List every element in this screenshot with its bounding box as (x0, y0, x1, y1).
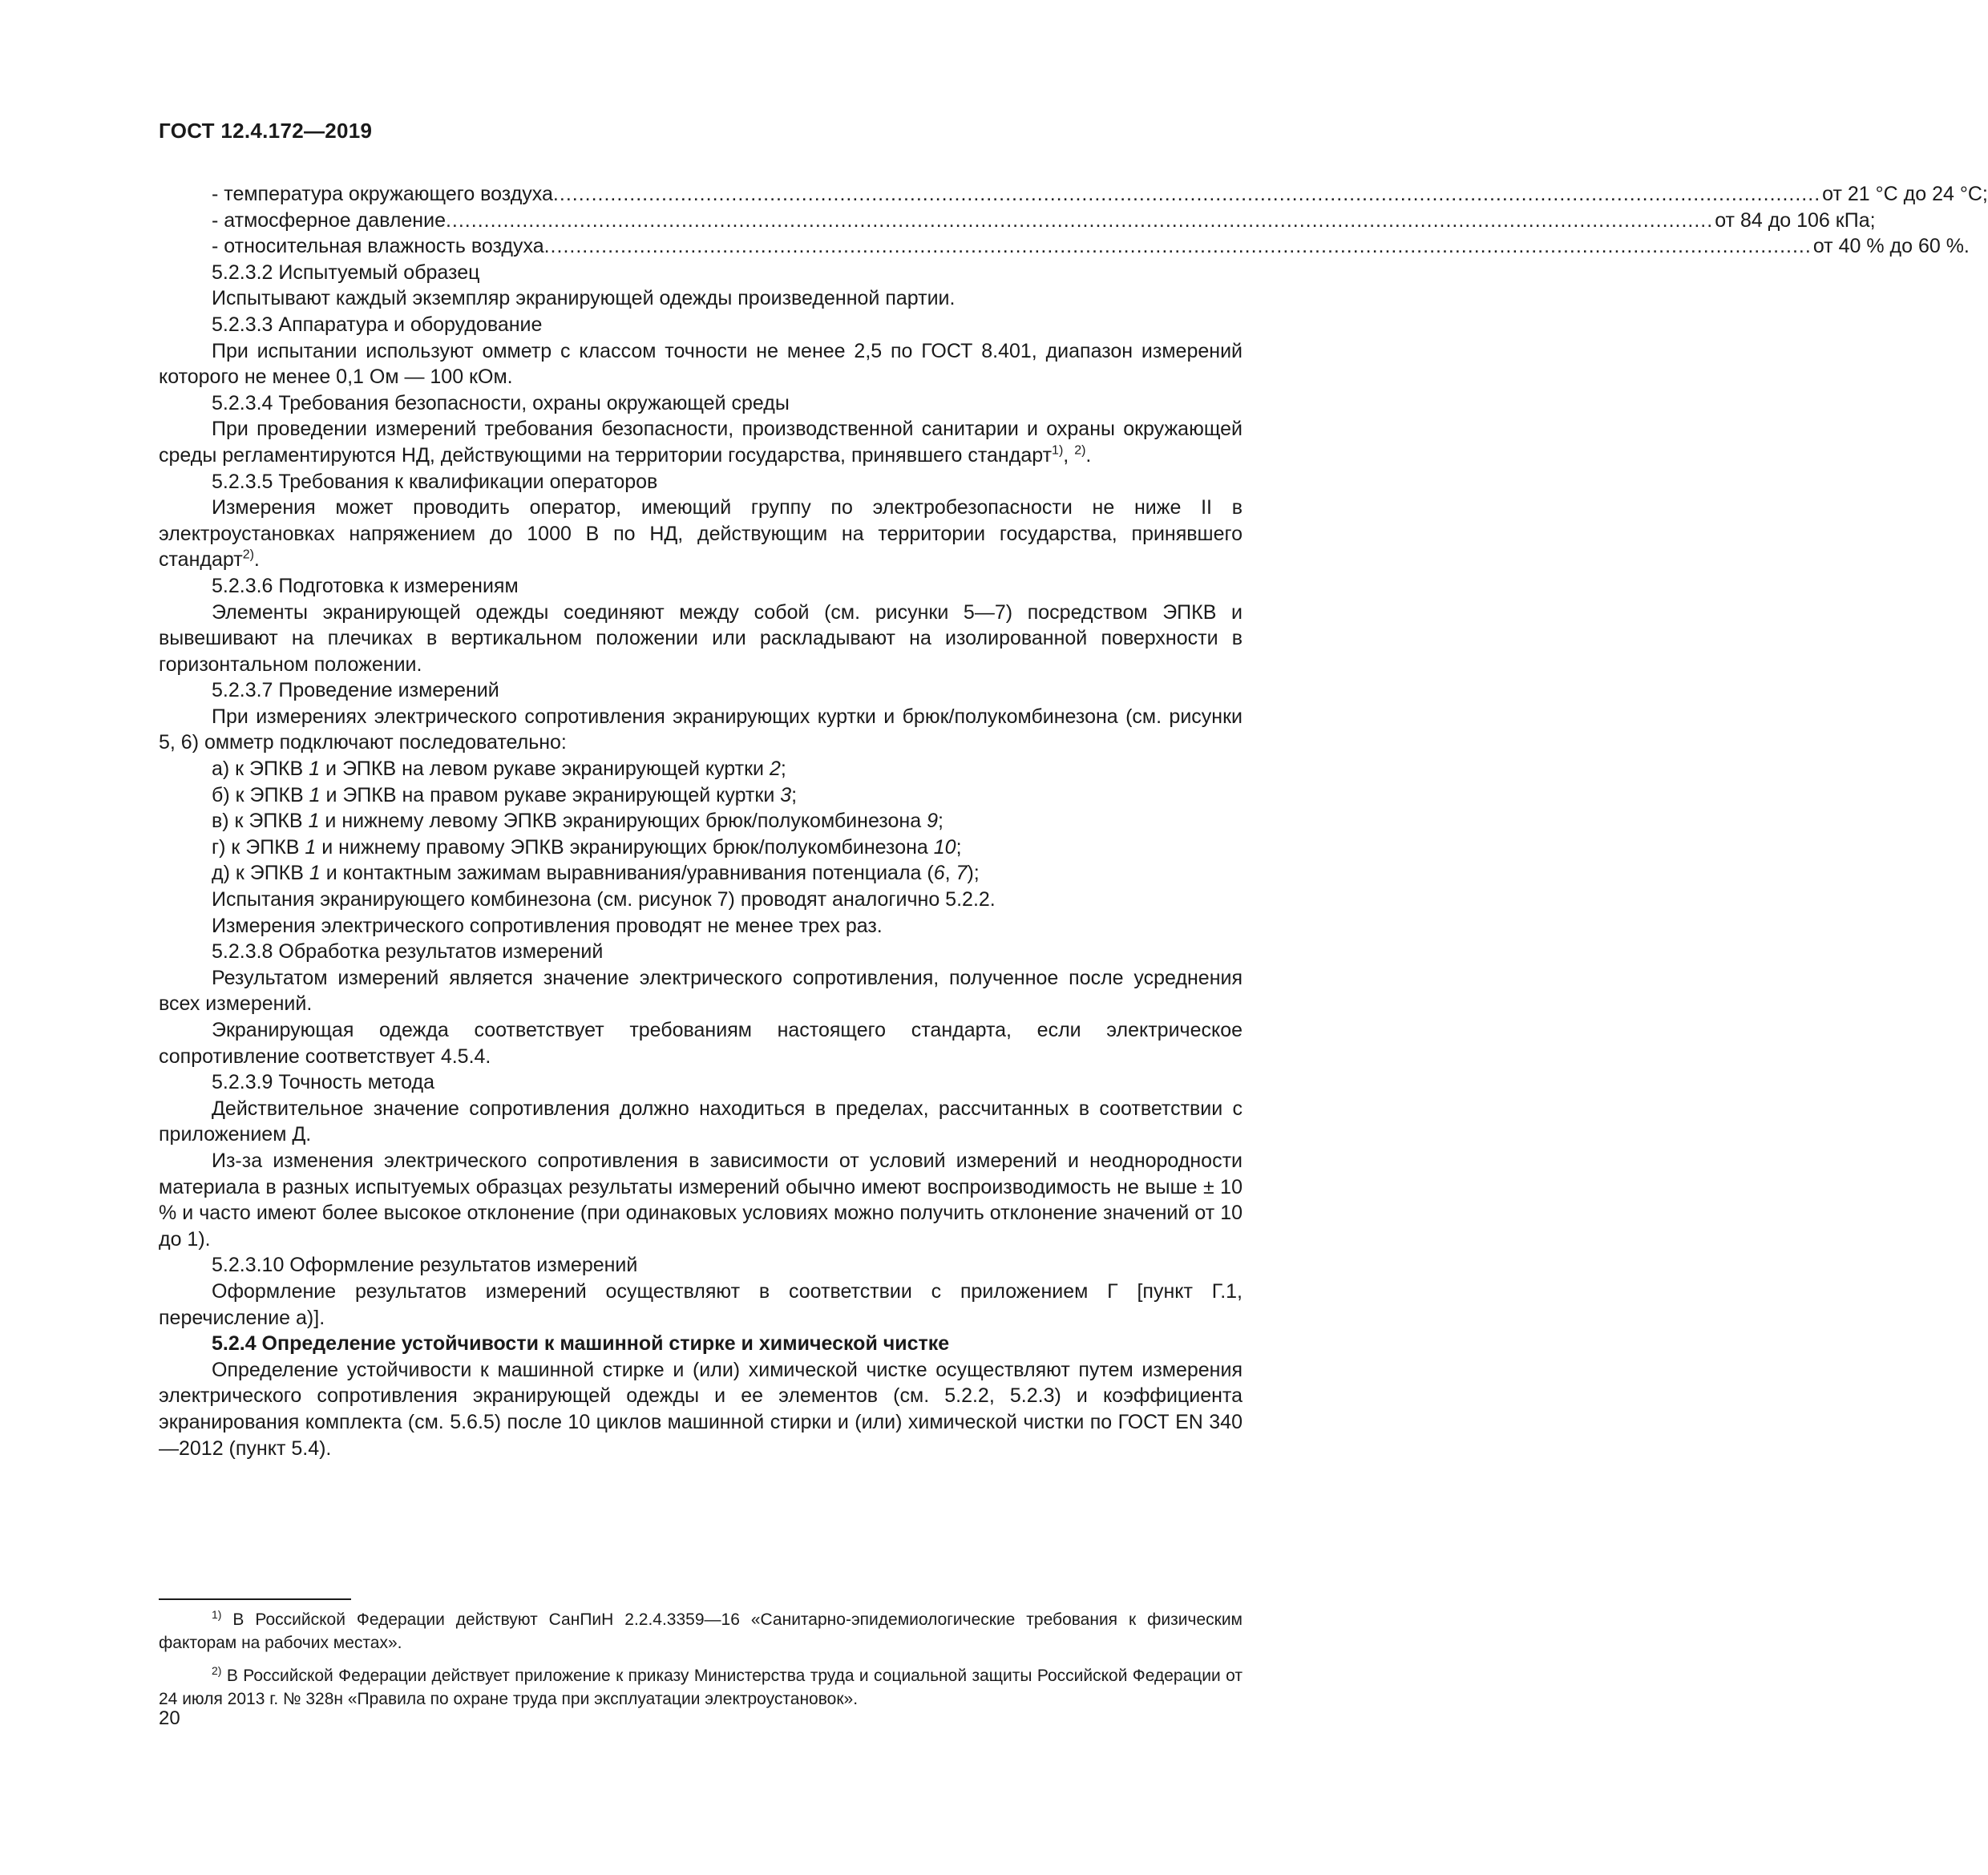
ref-number: 1 (305, 835, 317, 859)
ref-number: 3 (780, 783, 792, 806)
list-item-text: , (944, 862, 956, 885)
list-item-text: ); (967, 862, 980, 885)
section-heading-5-2-4: 5.2.4 Определение устойчивости к машинной стирке и химической чистке (212, 1332, 950, 1356)
list-item-text: д) к ЭПКВ (212, 862, 309, 885)
section-heading-5-2-3-5: 5.2.3.5 Требования к квалификации операторов (212, 470, 658, 493)
ref-number: 9 (927, 810, 938, 833)
paragraph: Испытания экранирующего комбинезона (см. рисунок 7) проводят аналогично 5.2.2. (212, 888, 996, 911)
section-heading-5-2-3-8: 5.2.3.8 Обработка результатов измерений (212, 940, 604, 964)
list-item-text: г) к ЭПКВ (212, 835, 305, 859)
leader-dots: ....................................................................................................................................................................................................... (445, 208, 1714, 232)
footnote-1 (159, 1608, 1242, 1655)
list-item-text: в) к ЭПКВ (212, 810, 309, 833)
footnotes (159, 1608, 1242, 1720)
paragraph (159, 495, 1242, 573)
footnote-mark: 2) (212, 1664, 222, 1677)
section-heading-5-2-3-6: 5.2.3.6 Подготовка к измерениям (212, 574, 519, 597)
list-item-text: и контактным зажимам выравнивания/уравнивания потенциала ( (320, 862, 934, 885)
paragraph-text: При проведении измерений требования безопасности, производственной санитарии и охраны окружающей среды регламентируются НД, действующими на территории государства, принявшего стандарт (159, 418, 1242, 467)
condition-value: от 40 % до 60 %. (1812, 235, 1970, 258)
footnote-divider (159, 1598, 351, 1600)
ref-number: 1 (308, 810, 320, 833)
condition-value: от 84 до 106 кПа; (1715, 208, 1876, 232)
document-code-header: ГОСТ 12.4.172—2019 (159, 119, 373, 143)
list-item (159, 860, 1242, 887)
section-heading-5-2-3-7: 5.2.3.7 Проведение измерений (212, 679, 499, 702)
paragraph: Определение устойчивости к машинной стирке и (или) химической чистке осуществляют путем измерения электрического сопротивления экранирующей одежды и ее элементов (см. 5.2.2, 5.2.3) и коэффициента экранирования комплекта (см. 5.6.5) после 10 циклов машинной стирки и (или) химической чистки по ГОСТ EN 340—2012 (пункт 5.4). (159, 1358, 1242, 1460)
list-item-text: и ЭПКВ на левом рукаве экранирующей куртки (320, 758, 770, 781)
separator: , (1063, 443, 1075, 467)
footnote-text: В Российской Федерации действует приложение к приказу Министерства труда и социальной защиты Российской Федерации от 24 июля 2013 г. № 328н «Правила по охране труда при эксплуатации электроустановок». (159, 1667, 1242, 1708)
paragraph: Из-за изменения электрического сопротивления в зависимости от условий измерений и неоднородности материала в разных испытуемых образцах результаты измерений обычно имеют воспроизводимость не выше ± 10 % и часто имеют более высокое отклонение (при одинаковых условиях можно получить отклонение значений от 10 до 1). (159, 1149, 1242, 1251)
condition-row-humidity (159, 233, 1970, 260)
section-heading-5-2-3-4: 5.2.3.4 Требования безопасности, охраны окружающей среды (212, 391, 790, 414)
condition-label: - температура окружающего воздуха (212, 183, 553, 205)
paragraph-text: Измерения может проводить оператор, имеющий группу по электробезопасности не ниже II в электроустановках напряжением до 1000 В по НД, действующим на территории государства, принявшего стандарт (159, 496, 1242, 572)
list-item-text: и ЭПКВ на правом рукаве экранирующей куртки (320, 783, 781, 806)
footnote-ref: 2) (1074, 443, 1086, 458)
ref-number: 1 (309, 783, 321, 806)
page-content (159, 181, 1988, 1461)
list-item-text: ; (956, 835, 962, 859)
section-heading-5-2-3-3: 5.2.3.3 Аппаратура и оборудование (212, 313, 543, 336)
section-heading-5-2-3-2: 5.2.3.2 Испытуемый образец (212, 261, 480, 284)
ref-number: 10 (933, 835, 956, 859)
list-item-text: и нижнему правому ЭПКВ экранирующих брюк/полукомбинезона (316, 835, 934, 859)
condition-row-pressure (159, 208, 1876, 234)
condition-label: - относительная влажность воздуха (212, 235, 544, 258)
footnote-mark: 1) (212, 1608, 222, 1621)
list-item-text: ; (780, 758, 786, 781)
list-item (159, 834, 1242, 861)
paragraph: Испытывают каждый экземпляр экранирующей одежды произведенной партии. (212, 287, 956, 310)
paragraph: Измерения электрического сопротивления проводят не менее трех раз. (212, 914, 883, 937)
paragraph: Результатом измерений является значение электрического сопротивления, полученное после усреднения всех измерений. (159, 966, 1242, 1016)
condition-row-temperature (159, 181, 1988, 208)
paragraph: При измерениях электрического сопротивления экранирующих куртки и брюк/полукомбинезона (см. рисунки 5, 6) омметр подключают последовательно: (159, 705, 1242, 754)
paragraph: При испытании используют омметр с классом точности не менее 2,5 по ГОСТ 8.401, диапазон измерений которого не менее 0,1 Ом — 100 кОм. (159, 339, 1242, 389)
condition-value: от 21 °С до 24 °С; (1822, 183, 1988, 205)
footnote-ref: 2) (242, 548, 254, 562)
ref-number: 6 (933, 862, 945, 885)
paragraph: Оформление результатов измерений осуществляют в соответствии с приложением Г [пункт Г.1, перечисление а)]. (159, 1279, 1242, 1329)
paragraph-end: . (253, 548, 260, 572)
footnote-2 (159, 1664, 1242, 1711)
paragraph: Экранирующая одежда соответствует требованиям настоящего стандарта, если электрическое сопротивление соответствует 4.5.4. (159, 1019, 1242, 1068)
leader-dots: ....................................................................................................................................................................................................... (552, 183, 1821, 205)
ref-number: 1 (309, 862, 321, 885)
paragraph: Элементы экранирующей одежды соединяют между собой (см. рисунки 5—7) посредством ЭПКВ и вывешивают на плечиках в вертикальном положении или раскладывают на изолированной поверхности в горизонтальном положении. (159, 600, 1242, 676)
list-item-text: и нижнему левому ЭПКВ экранирующих брюк/полукомбинезона (319, 810, 927, 833)
list-item-text: а) к ЭПКВ (212, 758, 309, 781)
page-number: 20 (159, 1707, 180, 1729)
ref-number: 7 (956, 862, 968, 885)
paragraph (159, 416, 1242, 468)
paragraph-end: . (1085, 443, 1092, 467)
condition-label: - атмосферное давление (212, 208, 446, 232)
ref-number: 2 (769, 758, 781, 781)
ref-number: 1 (309, 758, 321, 781)
list-item-text: ; (791, 783, 798, 806)
footnote-text: В Российской Федерации действуют СанПиН 2.2.4.3359—16 «Санитарно-эпидемиологические требования к физическим факторам на рабочих местах». (159, 1610, 1242, 1652)
list-item (159, 782, 1242, 809)
list-item (159, 808, 1242, 834)
footnote-ref: 1) (1052, 443, 1064, 458)
list-item (159, 756, 1242, 782)
leader-dots: ....................................................................................................................................................................................................... (543, 235, 1812, 258)
section-heading-5-2-3-10: 5.2.3.10 Оформление результатов измерений (212, 1254, 638, 1277)
list-item-text: б) к ЭПКВ (212, 783, 309, 806)
section-heading-5-2-3-9: 5.2.3.9 Точность метода (212, 1071, 435, 1094)
paragraph: Действительное значение сопротивления должно находиться в пределах, рассчитанных в соответствии с приложением Д. (159, 1097, 1242, 1146)
list-item-text: ; (937, 810, 943, 833)
